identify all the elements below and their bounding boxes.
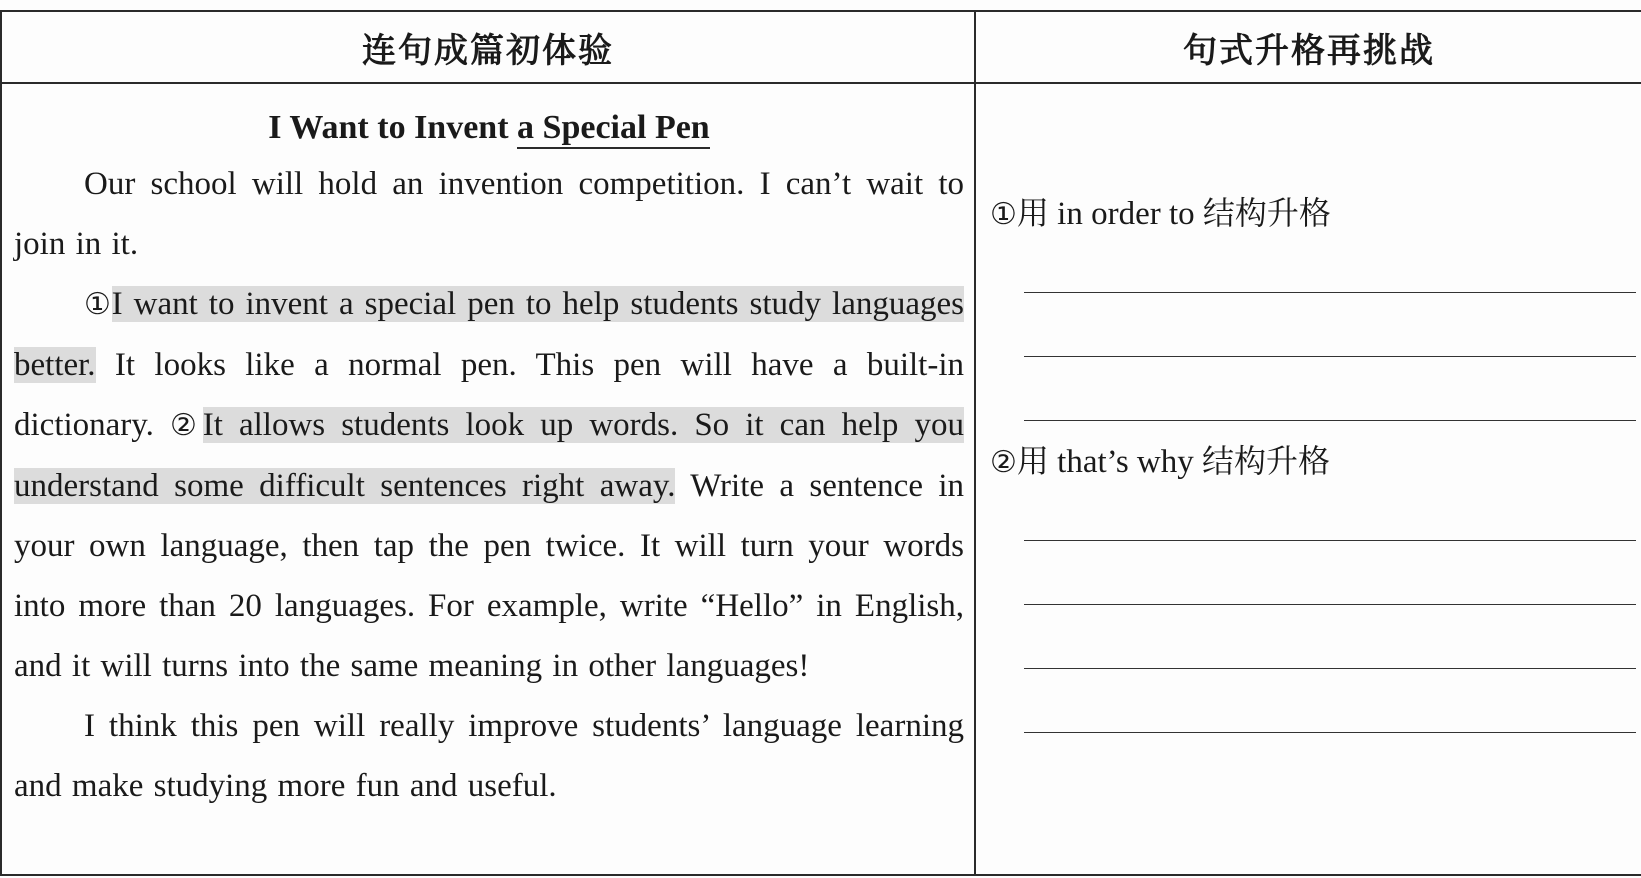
task-1-suffix: 结构升格: [1202, 194, 1331, 232]
task-1-marker: ①: [990, 197, 1017, 232]
task-2: [990, 436, 1330, 482]
essay-paragraph-3: I think this pen will really improve students’ language learning and make studying more fun and useful.: [14, 708, 964, 804]
sentence-marker-1: ①: [84, 287, 112, 322]
essay-cell: [1, 83, 975, 875]
highlighted-sentence-1: I want to invent a special pen to help students study languages better.: [14, 286, 964, 383]
essay-title-underlined: a Special Pen: [517, 109, 710, 149]
answer-line-3[interactable]: [1024, 420, 1636, 421]
header-right: 句式升格再挑战: [975, 11, 1641, 83]
highlighted-sentence-2: It allows students look up words. So it can help you understand some difficult sentences right away.: [14, 407, 964, 504]
task-2-phrase: that’s why: [1048, 444, 1202, 480]
task-1-prefix: 用: [1016, 194, 1049, 232]
task-2-prefix: 用: [1016, 442, 1049, 480]
essay-paragraph-2: [14, 274, 964, 696]
task-1: [990, 188, 1331, 234]
paragraph-2-text-b: Write a sentence in your own language, then tap the pen twice. It will turn your words into more than 20 languages. For example, write “Hello” in English, and it will turns into the same meaning in other languages!: [14, 468, 965, 684]
task-2-marker: ②: [990, 445, 1017, 480]
task-2-suffix: 结构升格: [1202, 442, 1331, 480]
answer-line-4[interactable]: [1024, 540, 1636, 541]
answer-line-6[interactable]: [1024, 668, 1636, 669]
essay-paragraph-1: Our school will hold an invention competition. I can’t wait to join in it.: [14, 166, 964, 262]
answer-line-2[interactable]: [1024, 356, 1636, 357]
task-1-phrase: in order to: [1048, 196, 1203, 232]
header-left: 连句成篇初体验: [1, 11, 975, 83]
answer-line-1[interactable]: [1024, 292, 1636, 293]
sentence-marker-2: ②: [169, 408, 203, 443]
paragraph-2-text-a: It looks like a normal pen. This pen will have a built-in dictionary.: [14, 347, 964, 443]
essay-title-main: I Want to Invent: [268, 109, 518, 146]
answer-line-7[interactable]: [1024, 732, 1636, 733]
exercise-table: [0, 10, 1641, 876]
answer-line-5[interactable]: [1024, 604, 1636, 605]
task-cell: [975, 83, 1641, 875]
essay-title: [14, 102, 964, 154]
